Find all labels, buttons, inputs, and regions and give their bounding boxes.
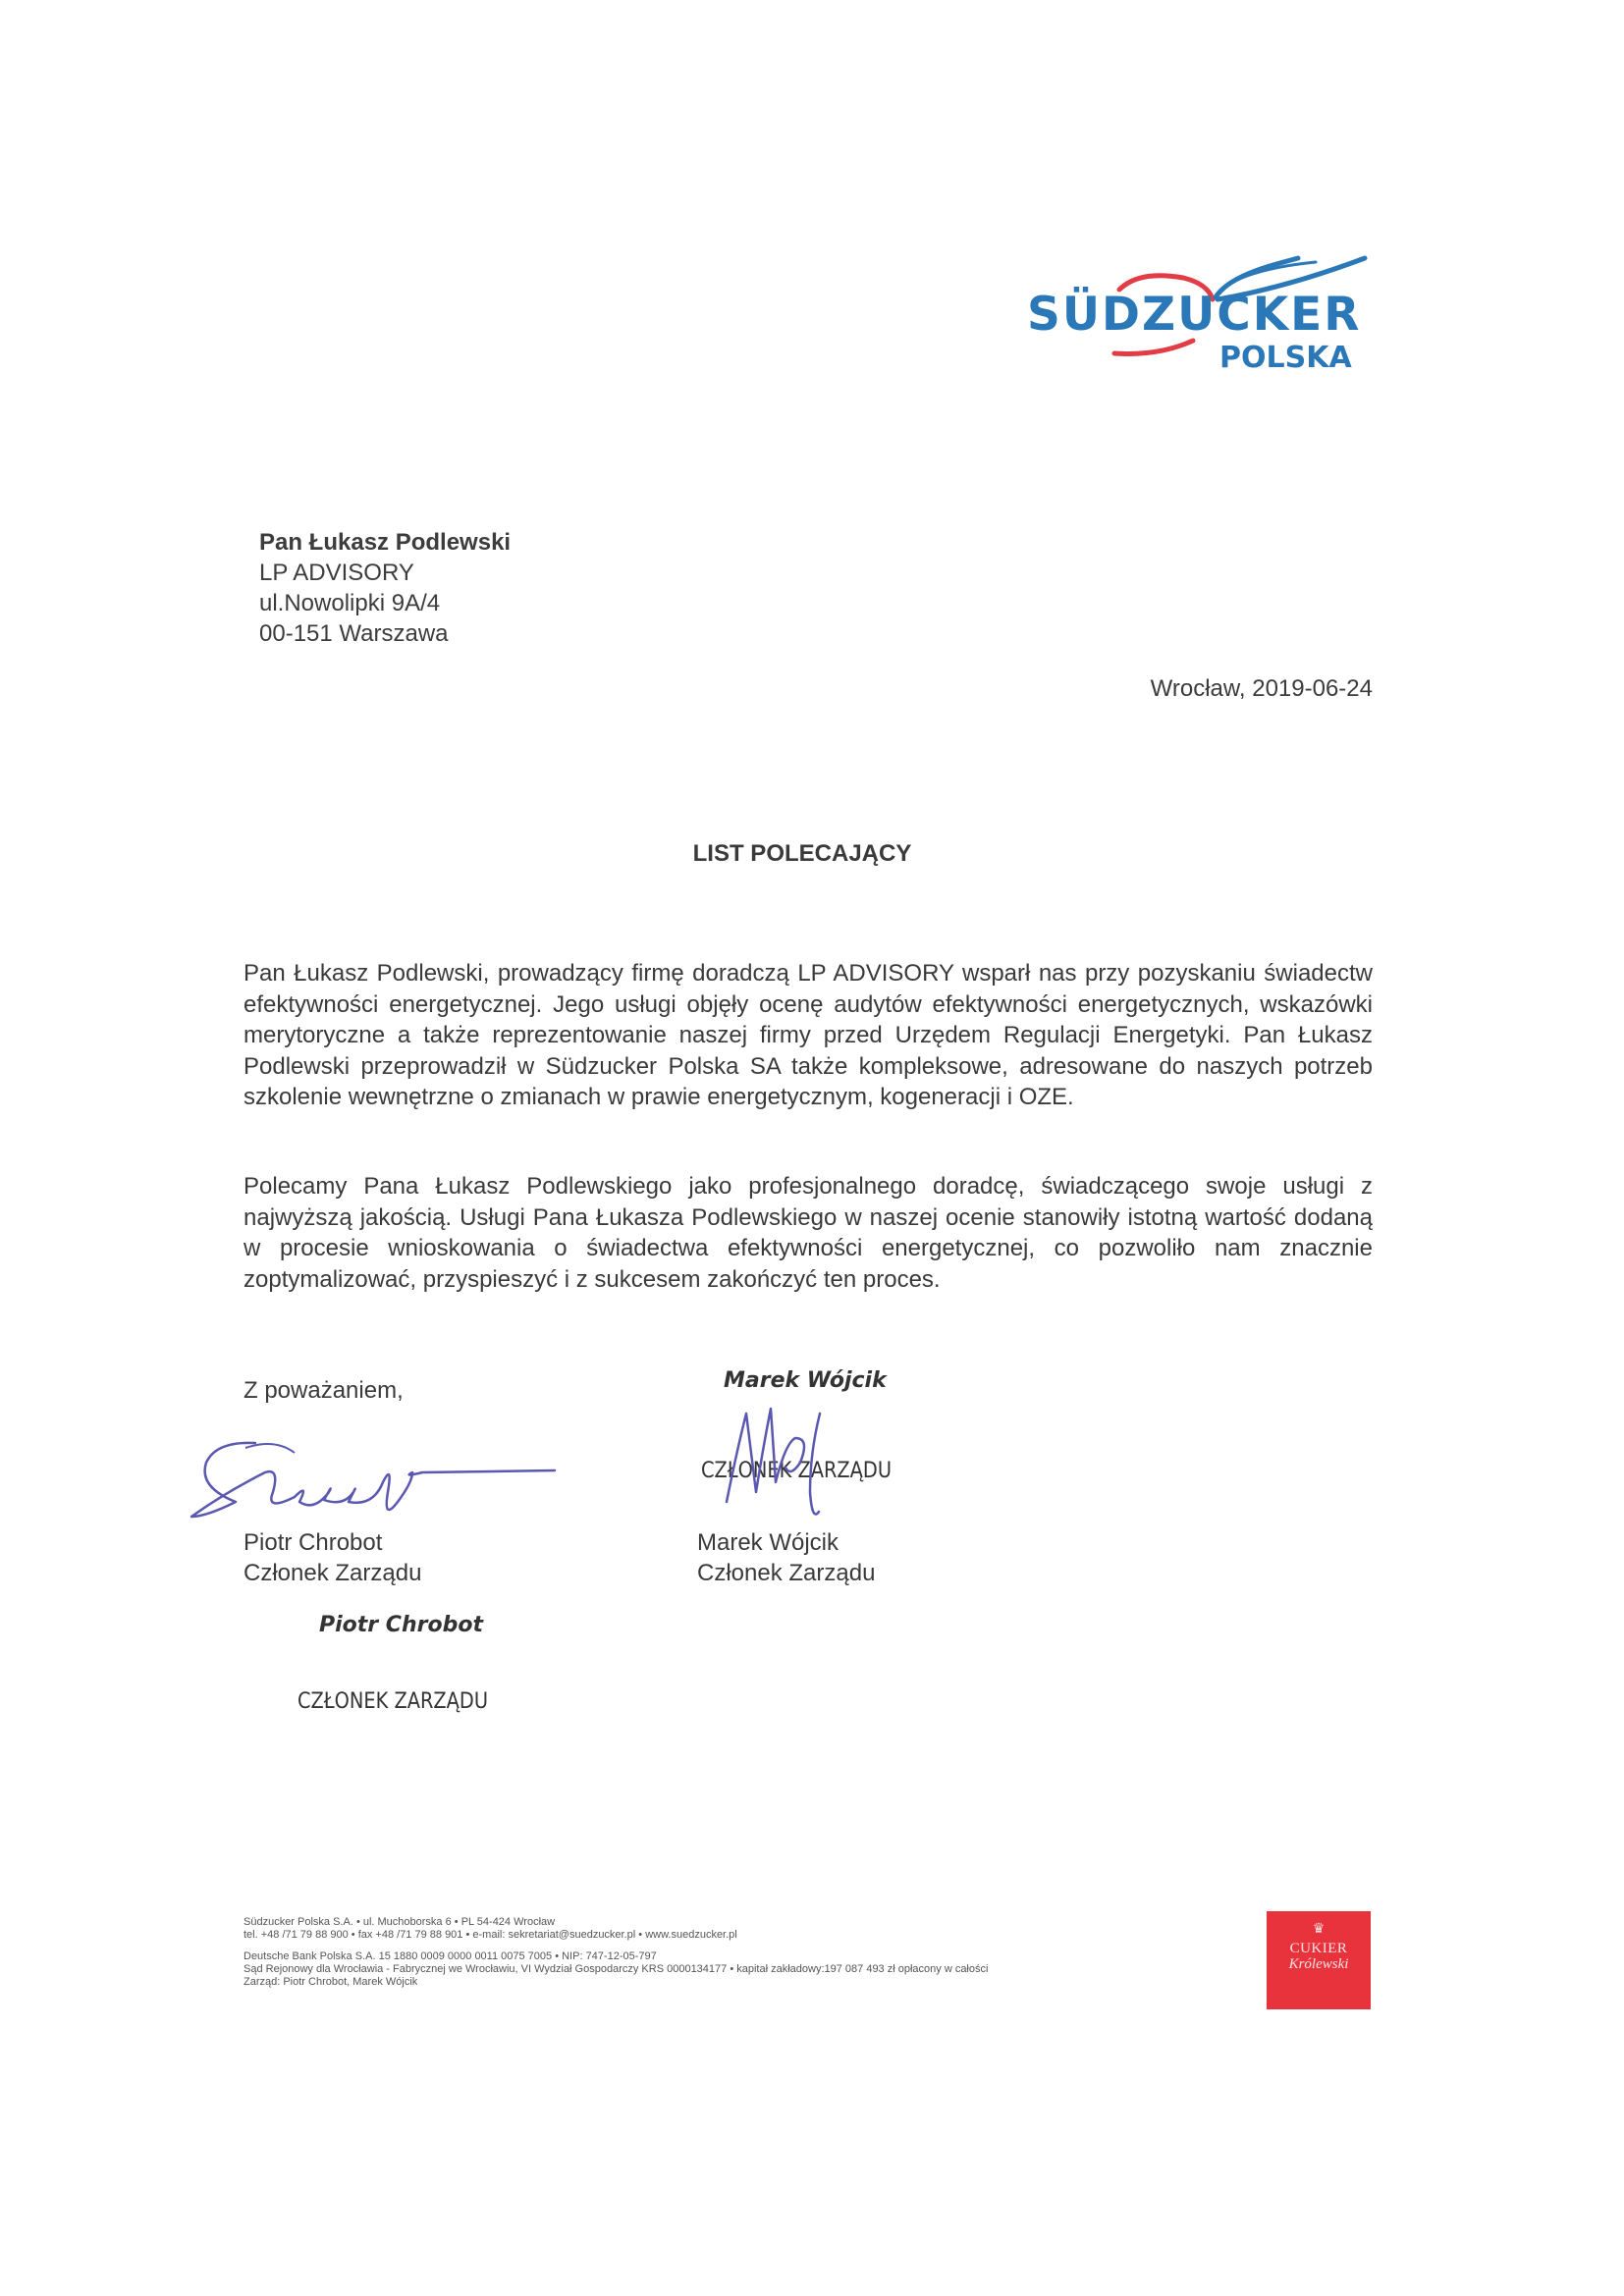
logo-wordmark: SÜDZUCKER — [1027, 288, 1362, 342]
signature-wojcik-icon — [717, 1394, 844, 1531]
place-and-date: Wrocław, 2019-06-24 — [1150, 675, 1373, 702]
recipient-street: ul.Nowolipki 9A/4 — [259, 590, 441, 616]
footer-contact: tel. +48 /71 79 88 900 • fax +48 /71 79 88 901 • e-mail: sekretariat@suedzucker.pl • www.suedzucker.pl — [244, 1929, 737, 1941]
badge-line-2: Królewski — [1288, 1956, 1349, 1972]
recipient-address — [259, 527, 511, 649]
signatory-2-role: Członek Zarządu — [697, 1560, 876, 1586]
stamp-1-name: Piotr Chrobot — [319, 1613, 483, 1637]
stamp-2-name: Marek Wójcik — [724, 1368, 887, 1393]
stamp-2-role: CZŁONEK ZARZĄDU — [701, 1459, 893, 1483]
signatory-2-name: Marek Wójcik — [697, 1529, 839, 1556]
closing-greeting: Z poważaniem, — [244, 1377, 404, 1404]
logo-subtitle: POLSKA — [1219, 341, 1352, 375]
recipient-company: LP ADVISORY — [259, 560, 414, 586]
body-paragraph-2: Polecamy Pana Łukasz Podlewskiego jako profesjonalnego doradcę, świadczącego swoje usługi z najwyższą jakością. Usługi Pana Łukasza Podlewskiego w naszej ocenie stanowiły istotną wartość dodaną w procesie wnioskowania o świadectwa efektywności energetycznej, co pozwoliło nam znacznie zoptymalizować, przyspieszyć i z sukcesem zakończyć ten proces. — [244, 1173, 1373, 1293]
cukier-krolewski-badge — [1267, 1911, 1371, 2009]
letter-title — [0, 840, 1624, 868]
badge-line-1: CUKIER — [1289, 1941, 1348, 1956]
company-footer — [244, 1916, 988, 1989]
recipient-name: Pan Łukasz Podlewski — [259, 529, 512, 556]
sudzucker-logo — [992, 221, 1384, 378]
footer-address: Südzucker Polska S.A. • ul. Muchoborska 6 • PL 54-424 Wrocław — [244, 1916, 556, 1928]
body-paragraph-1: Pan Łukasz Podlewski, prowadzący firmę doradczą LP ADVISORY wsparł nas przy pozyskaniu świadectw efektywności energetycznej. Jego usługi objęły ocenę audytów efektywności energetycznych, wskazówki merytoryczne a także reprezentowanie naszej firmy przed Urzędem Regulacji Energetyki. Pan Łukasz Podlewski przeprowadził w Südzucker Polska SA także kompleksowe, adresowane do naszych potrzeb szkolenie wewnętrzne o zmianach w prawie energetycznym, kogeneracji i OZE. — [244, 960, 1373, 1110]
letter-title-text: LIST POLECAJĄCY — [692, 840, 912, 867]
footer-bank: Deutsche Bank Polska S.A. 15 1880 0009 0000 0011 0075 7005 • NIP: 747-12-05-797 — [244, 1950, 657, 1962]
stamp-1-role: CZŁONEK ZARZĄDU — [298, 1689, 489, 1714]
signatory-1 — [244, 1527, 421, 1588]
footer-board: Zarząd: Piotr Chrobot, Marek Wójcik — [244, 1976, 418, 1988]
crown-icon: ♛ — [1312, 1922, 1326, 1937]
signatory-2 — [697, 1527, 875, 1588]
signature-chrobot-icon — [187, 1423, 560, 1531]
recipient-city: 00-151 Warszawa — [259, 620, 449, 647]
signatory-1-name: Piotr Chrobot — [244, 1529, 383, 1556]
signatory-1-role: Członek Zarządu — [244, 1560, 422, 1586]
footer-registry: Sąd Rejonowy dla Wrocławia - Fabrycznej we Wrocławiu, VI Wydział Gospodarczy KRS 0000134177 • kapitał zakładowy:197 087 493 zł opłacony w całości — [244, 1963, 989, 1975]
